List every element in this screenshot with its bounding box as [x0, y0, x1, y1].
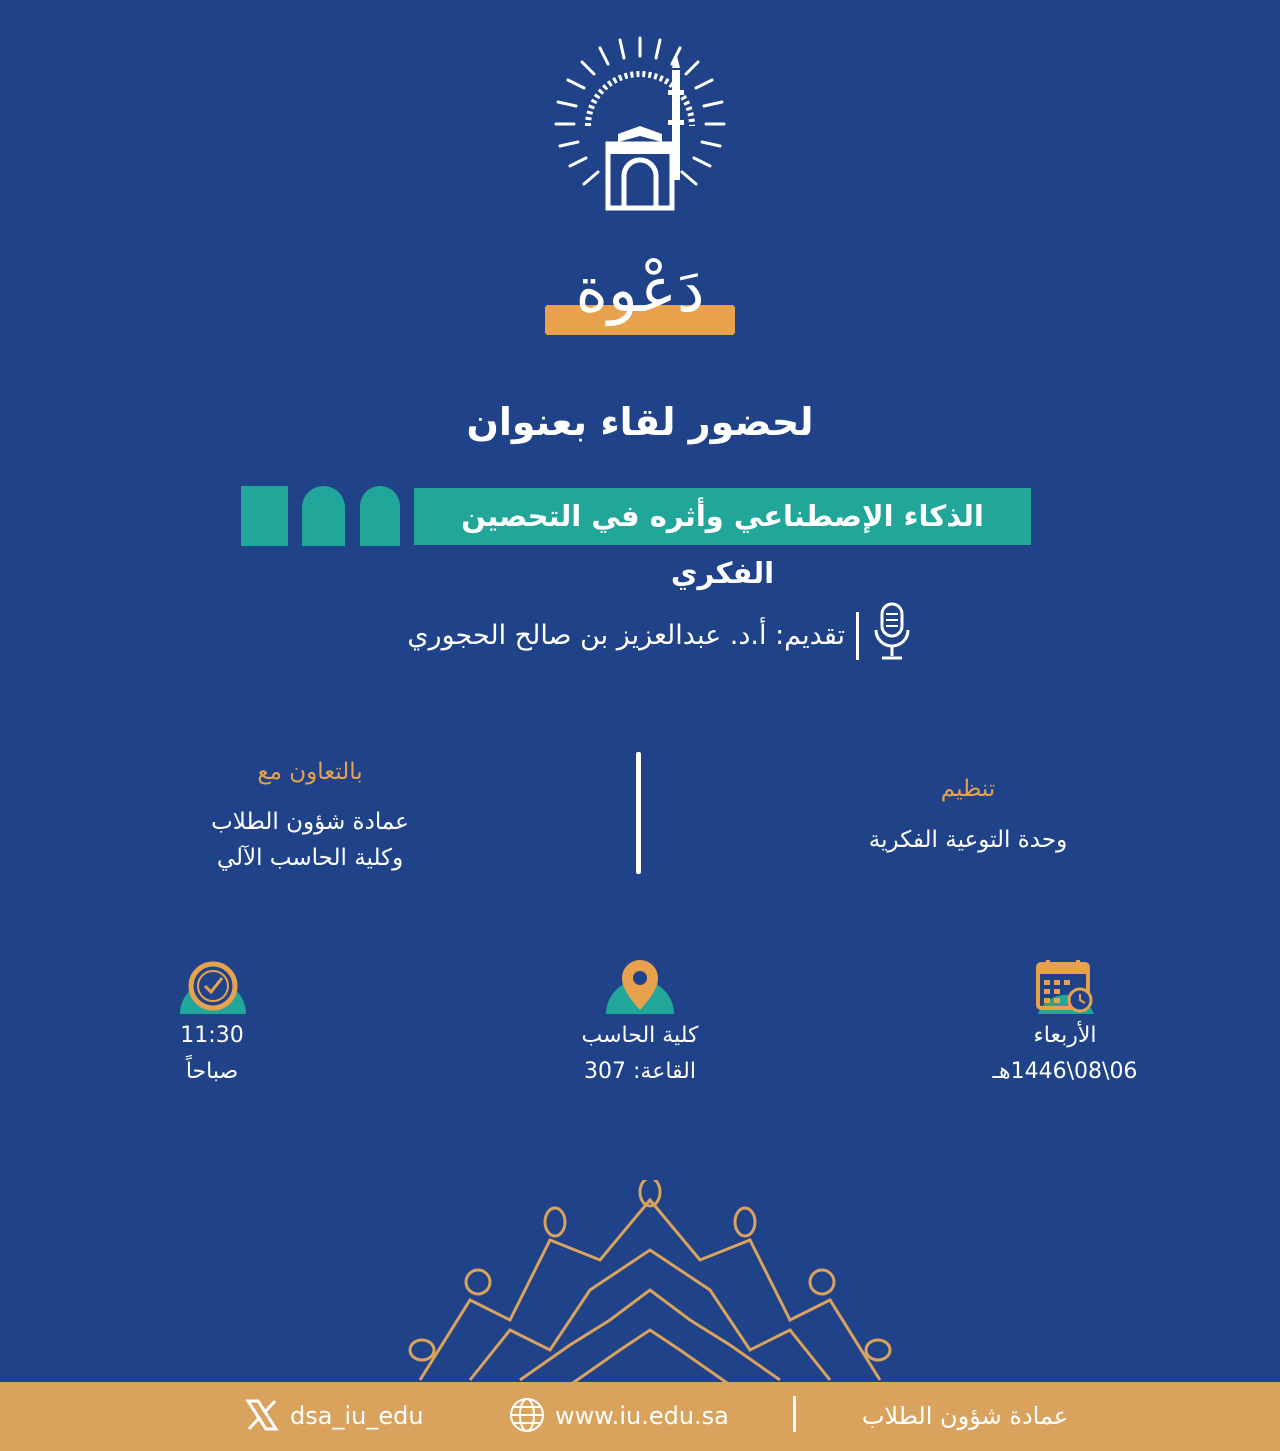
- university-logo-icon: [548, 30, 732, 220]
- event-date: 06\08\1446هـ: [992, 1059, 1138, 1084]
- event-period: صباحاً: [185, 1059, 239, 1084]
- website-link[interactable]: www.iu.edu.sa: [555, 1402, 729, 1430]
- collaborator-college: وكلية الحاسب الآلي: [216, 845, 404, 871]
- organized-label: تنظيم: [940, 776, 996, 802]
- event-room: القاعة: 307: [584, 1059, 696, 1084]
- lecture-title: الذكاء الإصطناعي وأثره في التحصين الفكري: [461, 499, 984, 590]
- geometric-ornament: [400, 1180, 900, 1385]
- event-location: كلية الحاسب: [581, 1023, 699, 1048]
- decorative-arch: [302, 486, 345, 546]
- decorative-arch: [360, 486, 400, 546]
- organizers-divider: [636, 752, 641, 874]
- calendar-icon: [1032, 958, 1098, 1016]
- footer-divider: [793, 1396, 796, 1432]
- invitation-subtitle: لحضور لقاء بعنوان: [466, 400, 814, 444]
- globe-icon: [508, 1396, 546, 1434]
- footer-deanship: عمادة شؤون الطلاب: [861, 1402, 1069, 1430]
- clock-icon: [178, 958, 248, 1016]
- collaborator-deanship: عمادة شؤون الطلاب: [211, 809, 409, 835]
- presenter-name: تقديم: أ.د. عبدالعزيز بن صالح الحجوري: [407, 620, 845, 651]
- presenter-divider: [856, 612, 859, 660]
- organizer-unit: وحدة التوعية الفكرية: [868, 827, 1068, 853]
- event-time: 11:30: [180, 1023, 244, 1048]
- location-pin-icon: [604, 958, 676, 1016]
- microphone-icon: [868, 600, 916, 664]
- dawa-calligraphy: دَعْوة: [575, 253, 705, 326]
- decorative-block: [241, 486, 288, 546]
- event-day: الأربعاء: [1033, 1023, 1097, 1048]
- social-handle[interactable]: dsa_iu_edu: [290, 1402, 424, 1430]
- collaboration-label: بالتعاون مع: [257, 759, 363, 785]
- x-icon[interactable]: [245, 1398, 279, 1432]
